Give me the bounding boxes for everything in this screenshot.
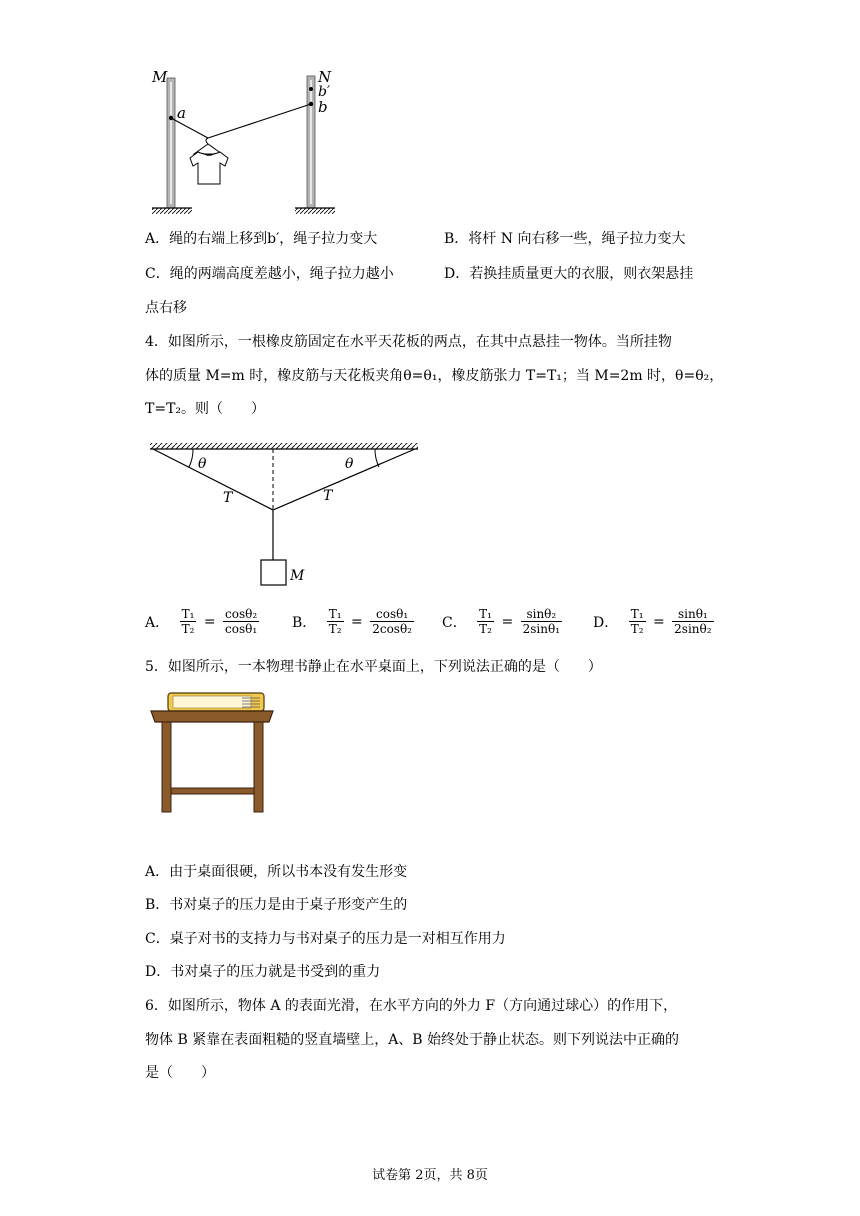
q4-option-c: C． $\frac{\text{T₁}}{\text{T₂}}$ = $\frac{\text{sinθ₂}}{\text{2sinθ₁}}$ (442, 607, 561, 636)
rope-right (208, 104, 311, 138)
ceiling (150, 443, 418, 449)
q3-option-d-continued: 点右移 (145, 300, 187, 316)
rubber-band-figure (145, 440, 425, 590)
label-m-block: M (290, 568, 305, 584)
label-m: M (152, 68, 168, 86)
q4-stem-line1: 4．如图所示，一根橡皮筋固定在水平天花板的两点，在其中点悬挂一物体。当所挂物 (145, 334, 672, 350)
q4-option-a: A． $\frac{\text{T₁}}{\text{T₂}}$ = $\frac{\text{cosθ₂}}{\text{cosθ₁}}$ (145, 607, 258, 636)
q4-option-b: B． $\frac{\text{T₁}}{\text{T₂}}$ = $\frac{\text{cosθ₁}}{\text{2cosθ₂}}$ (292, 607, 412, 636)
band-left (153, 449, 273, 510)
q5-option-b: B．书对桌子的压力是由于桌子形变产生的 (145, 897, 408, 913)
label-n: N (318, 68, 332, 86)
q4-stem-line2: 体的质量 M=m 时，橡皮筋与天花板夹角θ=θ₁，橡皮筋张力 T=T₁；当 M=2m 时，θ=θ₂， (145, 368, 724, 384)
label-b-prime: b′ (318, 84, 331, 100)
q6-stem-line1: 6．如图所示，物体 A 的表面光滑，在水平方向的外力 F（方向通过球心）的作用下， (145, 998, 678, 1014)
q3-option-b: B．将杆 N 向右移一些，绳子拉力变大 (444, 231, 686, 247)
table-icon (151, 711, 273, 812)
q5-option-c: C．桌子对书的支持力与书对桌子的压力是一对相互作用力 (145, 931, 506, 947)
q3-option-a: A．绳的右端上移到b′，绳子拉力变大 (145, 231, 378, 247)
q3-option-c: C．绳的两端高度差越小，绳子拉力越小 (145, 266, 394, 282)
block-m (261, 560, 286, 585)
band-right (273, 449, 415, 510)
q4-stem-line3: T=T₂。则（ ） (145, 401, 266, 417)
q5-stem: 5．如图所示，一本物理书静止在水平桌面上，下列说法正确的是（ ） (145, 659, 602, 675)
q5-option-d: D．书对桌子的压力就是书受到的重力 (145, 964, 381, 980)
label-b: b (318, 98, 328, 116)
label-a: a (177, 104, 186, 122)
q3-option-d: D．若换挂质量更大的衣服，则衣架悬挂 (444, 266, 694, 282)
label-t-right: T (323, 488, 333, 504)
q4-option-d: D． $\frac{\text{T₁}}{\text{T₂}}$ = $\frac{\text{sinθ₁}}{\text{2sinθ₂}}$ (593, 607, 712, 636)
book-on-table-figure (148, 686, 278, 816)
two-pole-rope-figure (140, 62, 360, 218)
shirt-icon (190, 152, 228, 184)
page-footer: 试卷第 2页，共 8页 (372, 1168, 488, 1183)
q5-option-a: A．由于桌面很硬，所以书本没有发生形变 (145, 864, 408, 880)
q6-stem-line2: 物体 B 紧靠在表面粗糙的竖直墙壁上，A、B 始终处于静止状态。则下列说法中正确的 (145, 1032, 680, 1048)
label-theta-left: θ (198, 456, 207, 472)
label-theta-right: θ (345, 456, 354, 472)
label-t-left: T (223, 490, 233, 506)
book-icon (168, 693, 264, 711)
q6-stem-line3: 是（ ） (145, 1065, 215, 1081)
